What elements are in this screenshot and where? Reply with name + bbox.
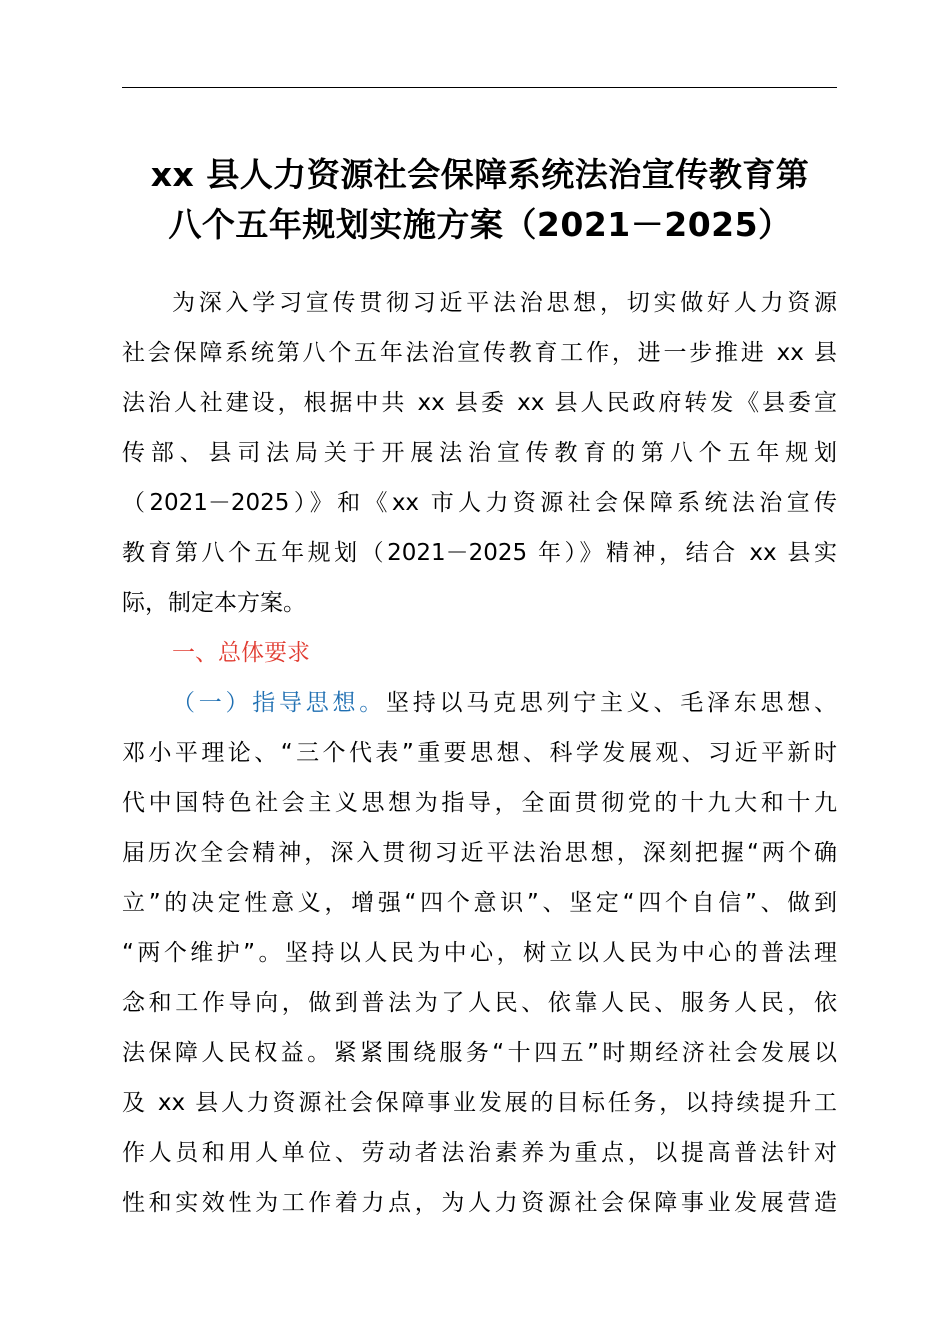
subsection-heading: （一）指导思想。 bbox=[172, 690, 386, 716]
title-line-2: 八个五年规划实施方案（2021－2025） bbox=[168, 205, 792, 244]
header-rule bbox=[122, 87, 837, 88]
title-line-1: xx 县人力资源社会保障系统法治宣传教育第 bbox=[150, 155, 810, 194]
subsection-line-7: 法保障人民权益。紧紧围绕服务“十四五”时期经济社会发展以 bbox=[122, 1040, 837, 1066]
subsection-line-4: 立”的决定性意义，增强“四个意识”、坚定“四个自信”、做到 bbox=[122, 890, 837, 916]
intro-line-5: （2021－2025）》和《xx 市人力资源社会保障系统法治宣传 bbox=[122, 490, 837, 516]
intro-line-4: 传部、县司法局关于开展法治宣传教育的第八个五年规划 bbox=[122, 440, 837, 466]
document-body bbox=[122, 278, 837, 1228]
subsection-line-2: 代中国特色社会主义思想为指导，全面贯彻党的十九大和十九 bbox=[122, 790, 837, 816]
subsection-line-5: “两个维护”。坚持以人民为中心，树立以人民为中心的普法理 bbox=[122, 940, 837, 966]
section-heading: 一、总体要求 bbox=[172, 640, 310, 666]
subsection-first-line-text: 坚持以马克思列宁主义、毛泽东思想、 bbox=[386, 690, 837, 716]
intro-line-1: 为深入学习宣传贯彻习近平法治思想，切实做好人力资源 bbox=[172, 290, 837, 316]
intro-line-3: 法治人社建设，根据中共 xx 县委 xx 县人民政府转发《县委宣 bbox=[122, 390, 837, 416]
subsection-line-1: 邓小平理论、“三个代表”重要思想、科学发展观、习近平新时 bbox=[122, 740, 837, 766]
intro-line-6: 教育第八个五年规划（2021－2025 年）》精神，结合 xx 县实 bbox=[122, 540, 837, 566]
document-title bbox=[110, 150, 850, 250]
intro-line-2: 社会保障系统第八个五年法治宣传教育工作，进一步推进 xx 县 bbox=[122, 340, 837, 366]
intro-line-7: 际，制定本方案。 bbox=[122, 590, 306, 616]
subsection-line-3: 届历次全会精神，深入贯彻习近平法治思想，深刻把握“两个确 bbox=[122, 840, 837, 866]
subsection-line-8: 及 xx 县人力资源社会保障事业发展的目标任务，以持续提升工 bbox=[122, 1090, 837, 1116]
subsection-line-6: 念和工作导向，做到普法为了人民、依靠人民、服务人民，依 bbox=[122, 990, 837, 1016]
subsection-first-line bbox=[122, 678, 837, 728]
subsection-line-9: 作人员和用人单位、劳动者法治素养为重点，以提高普法针对 bbox=[122, 1140, 837, 1166]
subsection-line-10: 性和实效性为工作着力点，为人力资源社会保障事业发展营造 bbox=[122, 1190, 837, 1216]
